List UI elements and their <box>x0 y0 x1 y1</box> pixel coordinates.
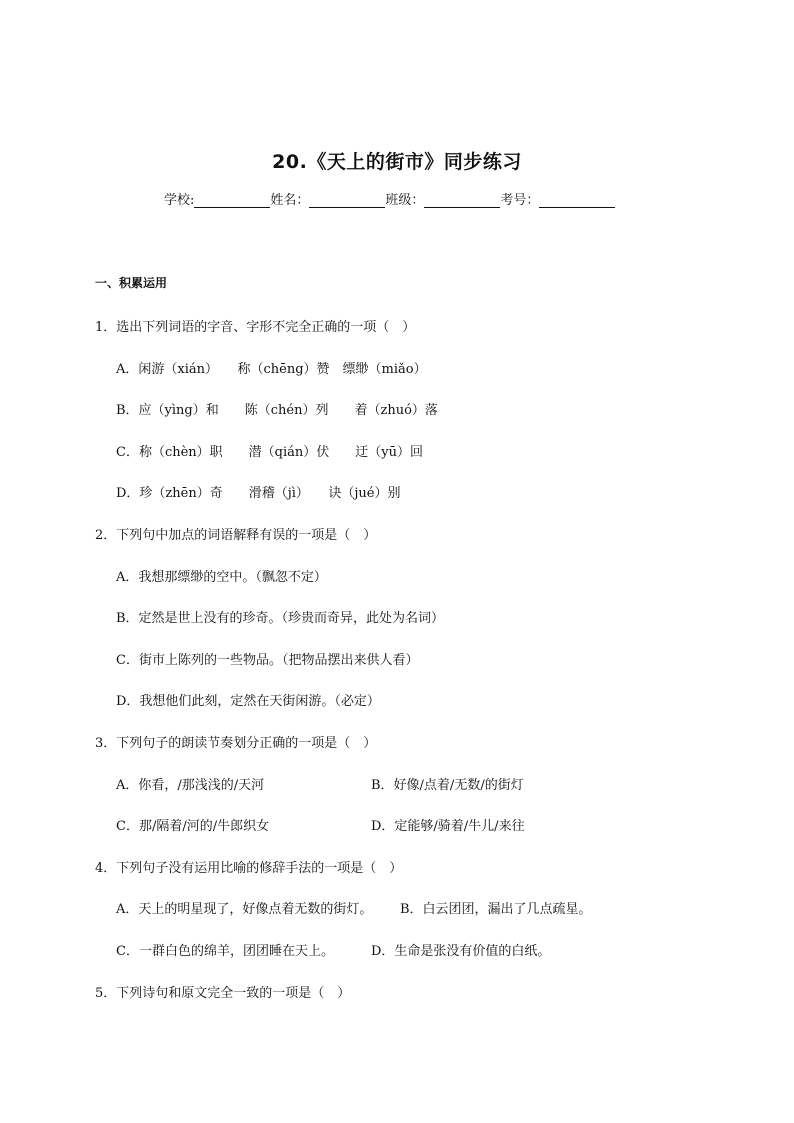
school-label: 学校: <box>164 193 195 208</box>
question-3-option-c[interactable]: C．那/隔着/河的/牛郎织女 <box>116 819 270 834</box>
student-info-line <box>164 189 615 208</box>
question-4-option-c[interactable]: C．一群白色的绵羊，团团睡在天上。 <box>116 944 334 959</box>
question-1-option-a[interactable]: A．闲游（xián） 称（chēng）赞 缥缈（miǎo） <box>116 362 427 377</box>
page-title: 20.《天上的街市》同步练习 <box>272 151 522 173</box>
number-blank[interactable] <box>539 193 615 208</box>
question-3-option-b[interactable]: B．好像/点着/无数/的街灯 <box>371 778 524 793</box>
question-4-stem: 4．下列句子没有运用比喻的修辞手法的一项是（ ） <box>95 861 403 876</box>
question-3-stem: 3．下列句子的朗读节奏划分正确的一项是（ ） <box>95 736 377 751</box>
question-2-stem: 2．下列句中加点的词语解释有误的一项是（ ） <box>95 528 377 543</box>
question-2-option-a[interactable]: A．我想那缥缈的空中。（飘忽不定） <box>116 570 327 585</box>
section-heading: 一、积累运用 <box>95 276 168 290</box>
question-1-option-c[interactable]: C．称（chèn）职 潜（qián）伏 迂（yū）回 <box>116 445 423 460</box>
number-label: 考号： <box>500 193 540 208</box>
question-4-option-a[interactable]: A．天上的明星现了，好像点着无数的街灯。 <box>116 902 373 917</box>
name-label: 姓名： <box>270 193 310 208</box>
class-blank[interactable] <box>424 193 500 208</box>
name-blank[interactable] <box>309 193 385 208</box>
question-2-option-b[interactable]: B．定然是世上没有的珍奇。（珍贵而奇异，此处为名词） <box>116 611 445 626</box>
school-blank[interactable] <box>194 193 270 208</box>
question-3-option-d[interactable]: D．定能够/骑着/牛儿/来往 <box>371 819 525 834</box>
question-1-stem: 1．选出下列词语的字音、字形不完全正确的一项（ ） <box>95 320 416 335</box>
question-3-option-a[interactable]: A．你看，/那浅浅的/天河 <box>116 778 265 793</box>
question-4-option-b[interactable]: B．白云团团，漏出了几点疏星。 <box>400 902 592 917</box>
question-2-option-d[interactable]: D．我想他们此刻，定然在天街闲游。（必定） <box>116 694 380 709</box>
class-label: 班级： <box>385 193 425 208</box>
question-1-option-b[interactable]: B．应（yìng）和 陈（chén）列 着（zhuó）落 <box>116 403 438 418</box>
question-2-option-c[interactable]: C．街市上陈列的一些物品。（把物品摆出来供人看） <box>116 653 419 668</box>
question-1-option-d[interactable]: D．珍（zhēn）奇 滑稽（jì） 诀（jué）别 <box>116 486 401 501</box>
question-5-stem: 5．下列诗句和原文完全一致的一项是（ ） <box>95 986 351 1001</box>
question-4-option-d[interactable]: D．生命是张没有价值的白纸。 <box>371 944 551 959</box>
